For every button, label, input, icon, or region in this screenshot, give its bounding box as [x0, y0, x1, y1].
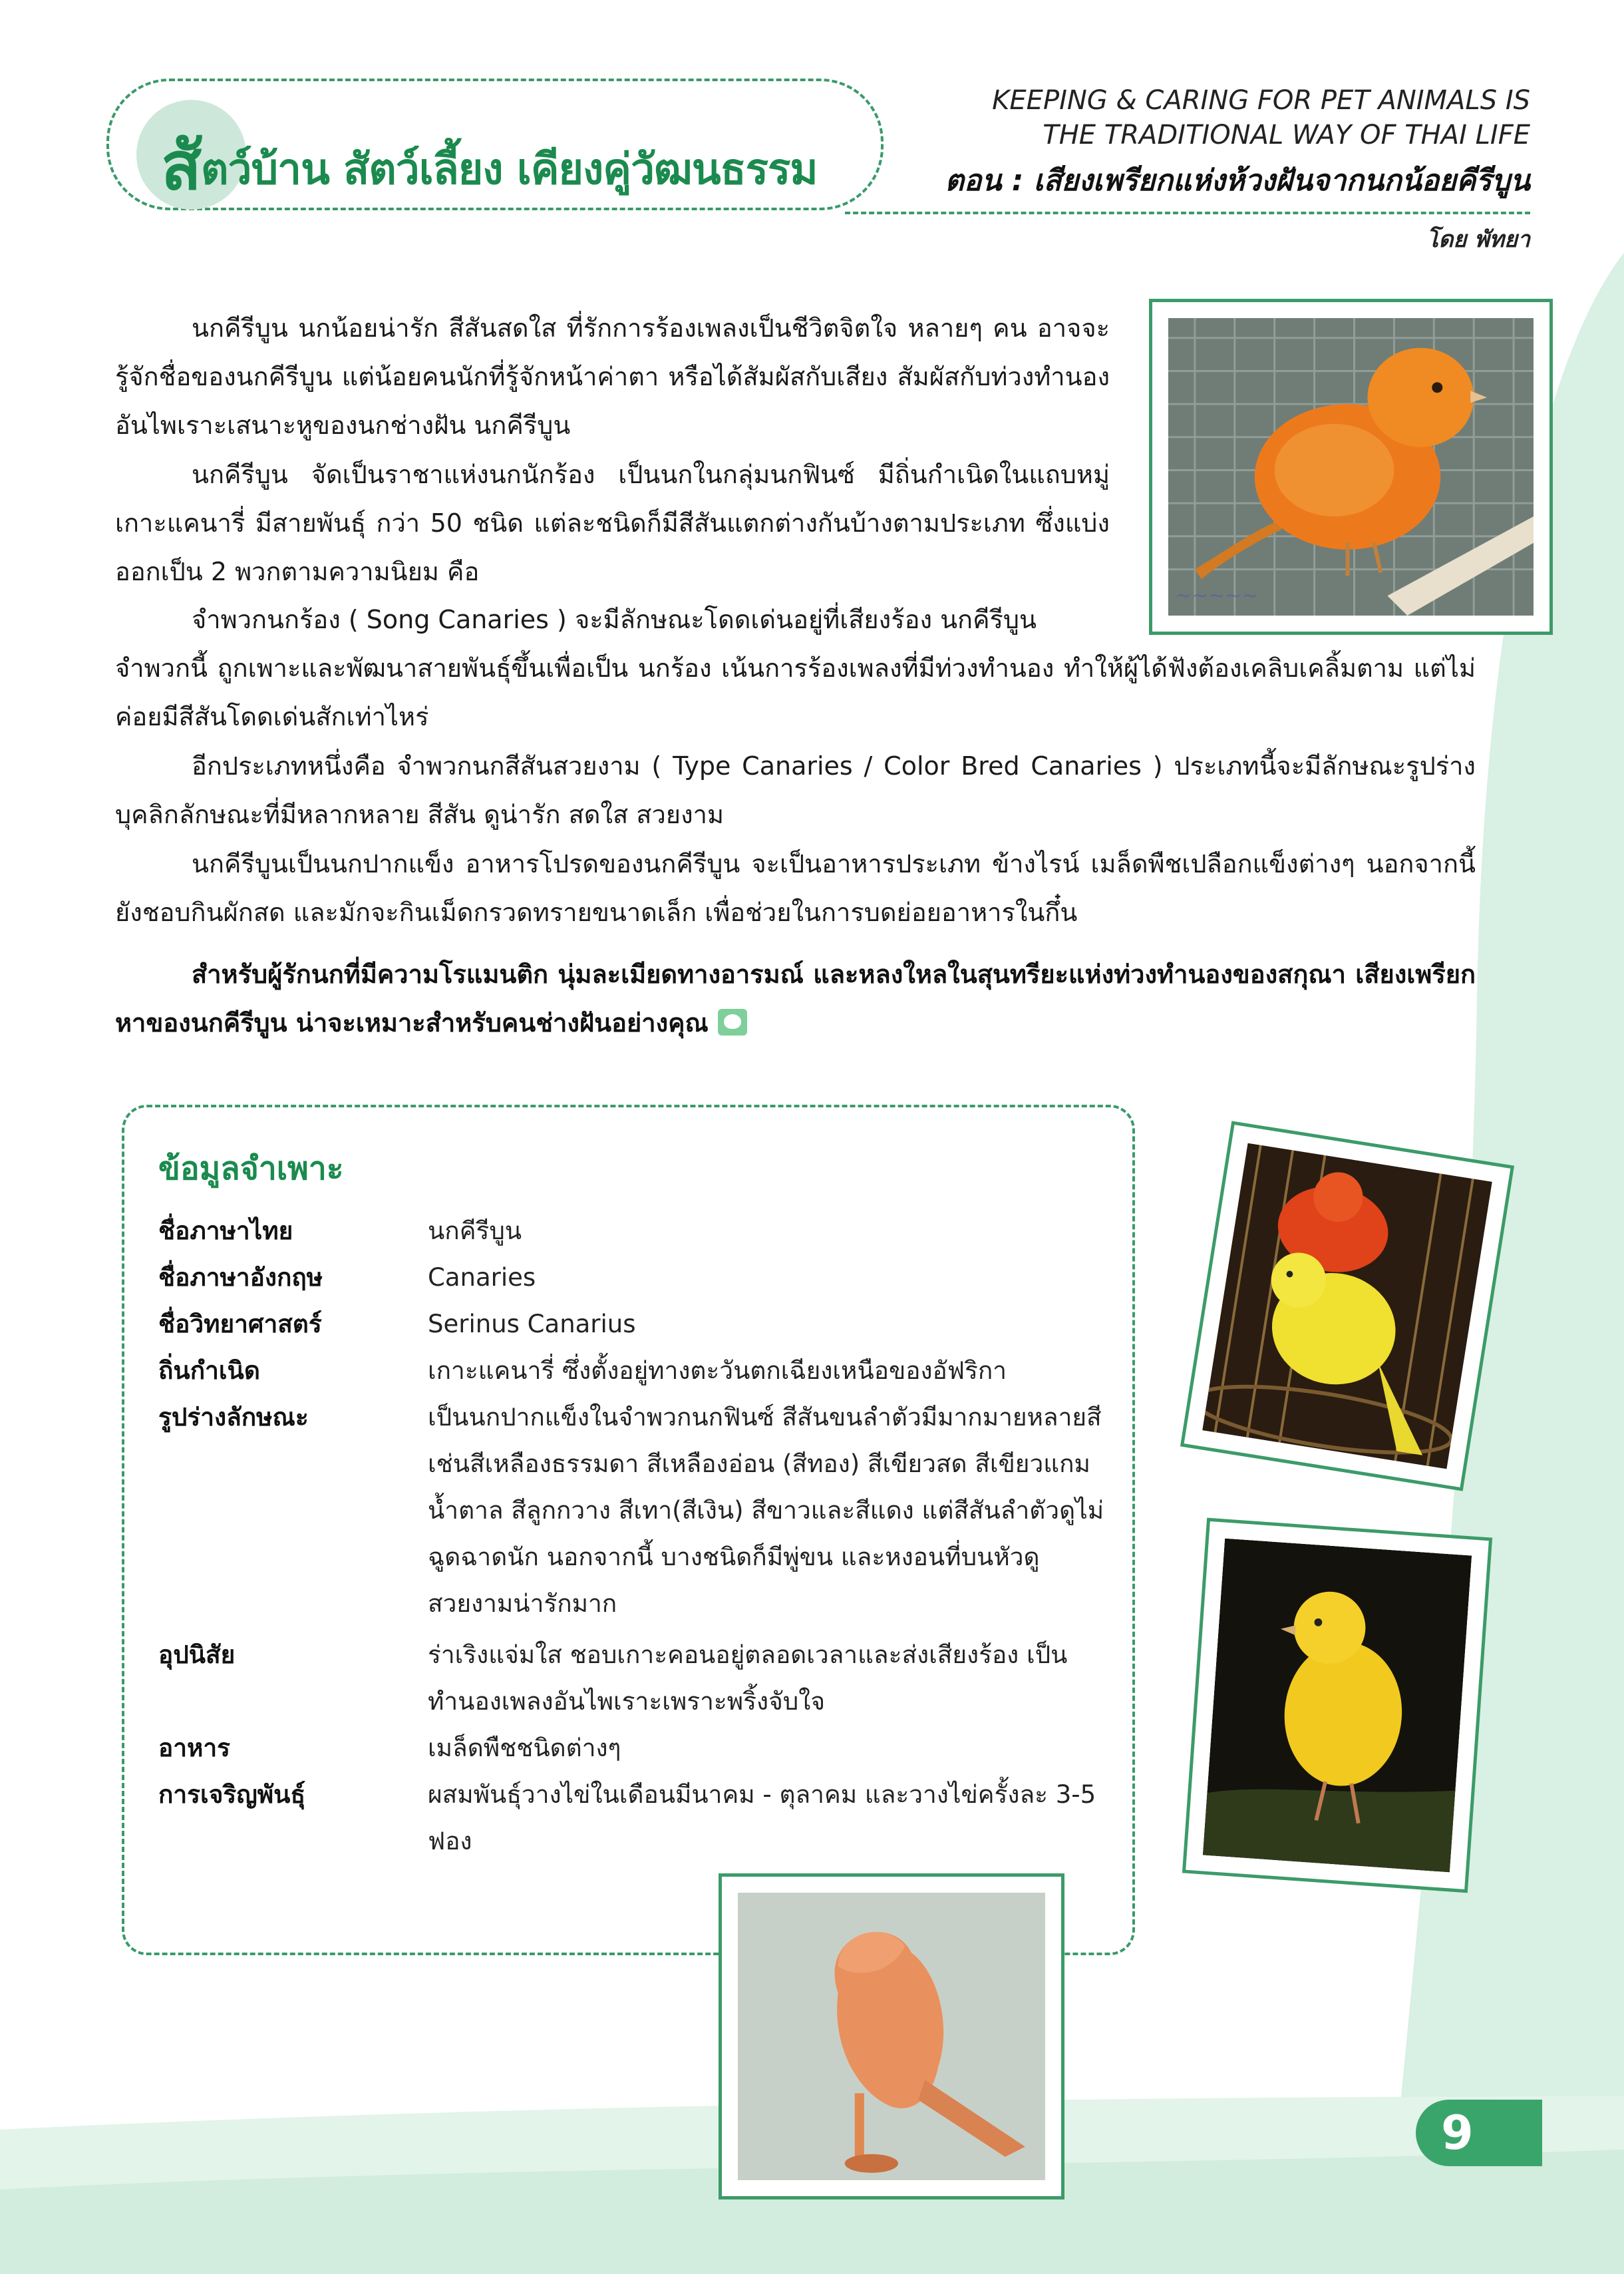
- english-subtitle-line2: THE TRADITIONAL WAY OF THAI LIFE: [1043, 120, 1530, 150]
- info-label: รูปร่างลักษณะ: [158, 1403, 309, 1431]
- section-title: [161, 113, 818, 219]
- info-value: ผสมพันธุ์วางไข่ในเดือนมีนาคม - ตุลาคม และวางไข่ครั้งละ 3-5 ฟอง: [428, 1780, 1096, 1855]
- photo-watermark: ~~~~~: [1175, 584, 1259, 608]
- article-paragraph-1: นกคีรีบูน นกน้อยน่ารัก สีสันสดใส ที่รักการร้องเพลงเป็นชีวิตจิตใจ หลายๆ คน อาจจะรู้จักชื่อของนกคีรีบูน แต่น้อยคนนักที่รู้จักหน้าค่าตา หรือได้สัมผัสกับเสียง สัมผัสกับท่วงทำนองอันไพเราะเสนาะหูของนกช่างฝัน นกคีรีบูน: [115, 313, 1110, 440]
- info-label: ชื่อภาษาอังกฤษ: [158, 1263, 323, 1292]
- info-label: ชื่อภาษาไทย: [158, 1217, 293, 1245]
- photo-yellow-canary: [1182, 1518, 1492, 1893]
- title-rest: ตว์บ้าน สัตว์เลี้ยง เคียงคู่วัฒนธรรม: [201, 145, 818, 194]
- english-subtitle-line1: KEEPING & CARING FOR PET ANIMALS IS: [992, 85, 1530, 116]
- info-label: อาหาร: [158, 1734, 231, 1762]
- info-value: เมล็ดพืชชนิดต่างๆ: [428, 1734, 621, 1762]
- caged-canaries-image: [1202, 1143, 1492, 1469]
- photo-orange-canary: [1149, 299, 1553, 635]
- info-value: เกาะแคนารี่ ซึ่งตั้งอยู่ทางตะวันตกเฉียงเหนือของอัฟริกา: [428, 1356, 1007, 1385]
- article-paragraph-3-continued: จำพวกนี้ ถูกเพาะและพัฒนาสายพันธุ์ขึ้นเพื่อเป็น นกร้อง เน้นการร้องเพลงที่มีท่วงทำนอง ทำให้ผู้ได้ฟังต้องเคลิบเคลิ้มตาม แต่ไม่ค่อยมีสีสันโดดเด่นสักเท่าไหร่: [115, 654, 1476, 731]
- photo-frilled-canary: [719, 1873, 1064, 2199]
- info-value: Canaries: [428, 1263, 536, 1292]
- title-initial: สั: [161, 127, 202, 205]
- specification-title: ข้อมูลจำเพาะ: [158, 1150, 344, 1187]
- info-value: นกคีรีบูน: [428, 1217, 522, 1245]
- info-value: เป็นนกปากแข็งในจำพวกนกฟินซ์ สีสันขนลำตัวมีมากมายหลายสี เช่นสีเหลืองธรรมดา สีเหลืองอ่อน (สีทอง) สีเขียวสด สีเขียวแกมน้ำตาล สีลูกกวาง สีเทา(สีเงิน) สีขาวและสีแดง แต่สีสันลำตัวดูไม่ฉูดฉาดนัก นอกจากนี้ บางชนิดก็มีพู่ขน และหงอนที่บนหัวดูสวยงามน่ารักมาก: [428, 1403, 1104, 1618]
- article-paragraph-2: นกคีรีบูน จัดเป็นราชาแห่งนกนักร้อง เป็นนกในกลุ่มนกฟินซ์ มีถิ่นกำเนิดในแถบหมู่เกาะแคนารี่ มีสายพันธุ์ กว่า 50 ชนิด แต่ละชนิดก็มีสีสันแตกต่างกันบ้างตามประเภท ซึ่งแบ่งออกเป็น 2 พวกตามความนิยม คือ: [115, 460, 1110, 586]
- page-number: 9: [1416, 2100, 1542, 2166]
- info-value: ร่าเริงแจ่มใส ชอบเกาะคอนอยู่ตลอดเวลาและส่งเสียงร้อง เป็นทำนองเพลงอันไพเราะเพราะพริ้งจับใจ: [428, 1640, 1068, 1716]
- article-paragraph-4: อีกประเภทหนึ่งคือ จำพวกนกสีสันสวยงาม ( Type Canaries / Color Bred Canaries ) ประเภทนี้จะมีลักษณะรูปร่าง บุคลิกลักษณะที่มีหลากหลาย สีสัน ดูน่ารัก สดใส สวยงาม: [115, 751, 1476, 829]
- info-value: Serinus Canarius: [428, 1310, 636, 1338]
- photo-caged-canaries: [1180, 1121, 1514, 1491]
- article-paragraph-3: จำพวกนกร้อง ( Song Canaries ) จะมีลักษณะโดดเด่นอยู่ที่เสียงร้อง นกคีรีบูน: [192, 605, 1037, 634]
- header-divider: [845, 212, 1530, 214]
- article-paragraph-5: นกคีรีบูนเป็นนกปากแข็ง อาหารโปรดของนกคีรีบูน จะเป็นอาหารประเภท ข้างไรน์ เมล็ดพืชเปลือกแข็งต่างๆ นอกจากนี้ ยังชอบกินผักสด และมักจะกินเม็ดกรวดทรายขนาดเล็ก เพื่อช่วยในการบดย่อยอาหารในกึ๋น: [115, 849, 1476, 927]
- info-label: อุปนิสัย: [158, 1640, 236, 1669]
- orange-canary-image: [1168, 318, 1534, 616]
- frilled-canary-image: [738, 1893, 1045, 2180]
- closing-text: สำหรับผู้รักนกที่มีความโรแมนติก นุ่มละเมียดทางอารมณ์ และหลงใหลในสุนทรียะแห่งท่วงทำนองของสกุณา เสียงเพรียกหาของนกคีรีบูน น่าจะเหมาะสำหรับคนช่างฝันอย่างคุณ: [115, 960, 1476, 1038]
- yellow-canary-image: [1203, 1539, 1472, 1873]
- cat-end-icon: [718, 1009, 747, 1036]
- info-label: ถิ่นกำเนิด: [158, 1356, 260, 1385]
- byline: โดย พัทยา: [1426, 226, 1530, 253]
- info-label: ชื่อวิทยาศาสตร์: [158, 1310, 322, 1338]
- article-closing-paragraph: [115, 950, 1476, 1047]
- info-label: การเจริญพันธุ์: [158, 1780, 306, 1809]
- episode-title: ตอน : เสียงเพรียกแห่งห้วงฝันจากนกน้อยคีรีบูน: [945, 164, 1530, 198]
